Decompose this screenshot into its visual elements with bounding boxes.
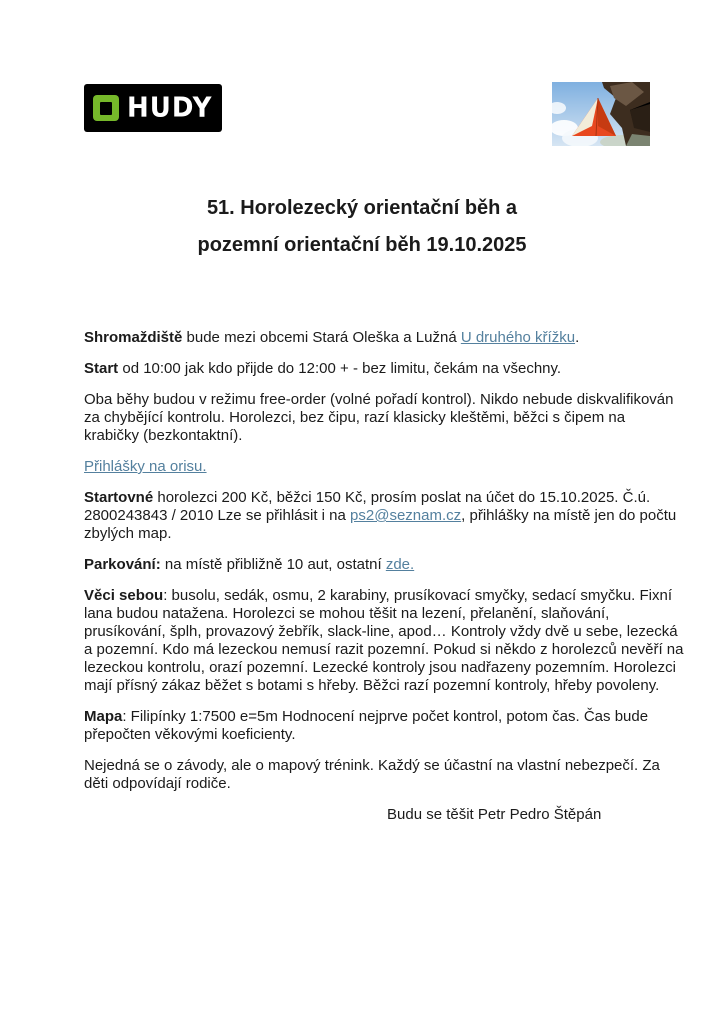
para-nejedna-se [84,757,684,793]
body-paragraphs [84,329,684,837]
hudy-logo [84,84,222,132]
text-run: bude mezi obcemi Stará Oleška a Lužná [182,329,461,346]
para-start [84,360,684,378]
text-run: horolezci 200 Kč, běžci 150 Kč, prosím poslat na účet do 15.10.2025. Č.ú. 2800243843 / 2010 Lze se přihlásit i na [84,489,651,524]
signature-line: Budu se těšit Petr Pedro Štěpán [387,806,602,823]
page-title [0,190,724,264]
text-run: . [575,329,580,346]
link-prihlasky-na-orisu[interactable]: Přihlášky na orisu. [84,458,207,475]
text-run: : Filipínky 1:7500 e=5m Hodnocení nejprve počet kontrol, potom čas. Čas bude přepočten věkovými koeficienty. [84,708,649,743]
text-run: na místě přibližně 10 aut, ostatní [160,556,386,573]
para-shromazdiste [84,329,684,347]
link-email-ps2-seznam[interactable]: ps2@seznam.cz [350,507,462,524]
para-veci-sebou [84,587,684,695]
text-run: Shromaždiště [84,329,183,346]
hudy-logo-square-icon [93,95,119,121]
text-run: Oba běhy budou v režimu free-order (volné pořadí kontrol). Nikdo nebude diskvalifikován za chybějící kontrolu. Horolezci, bez čipu, razí klasicky kleštěmi, běžci s čipem na krabičky (bezkontaktní). [84,391,674,444]
link-u-druheho-krizku[interactable]: U druhého křížku [460,329,576,346]
text-run: Nejedná se o závody, ale o mapový trénink. Každý se účastní na vlastní nebezpečí. Za děti odpovídají rodiče. [84,757,660,792]
para-oba-behy [84,391,684,445]
text-run: Věci sebou [84,587,164,604]
para-prihlasky [84,458,684,476]
text-run: : busolu, sedák, osmu, 2 karabiny, prusíkovací smyčky, sedací smyčku. Fixní lana budou natažena. Horolezci se mohou těšit na lezení, přelanění, slaňování, prusíkování, šplh, provazový žebřík, slack-line, apod… Kontroly vždy dvě u sebe, lezecká a pozemní. Kdo má lezeckou nemusí razit pozemní. Pokud si někdo z horolezců nevěří na lezeckou kontrolu, orazí pozemní. Lezecké kontroly jsou nadřazeny pozemním. Horolezci mají přísný zákaz běžet s botami s hřeby. Běžci razí pozemní kontroly, hřeby povoleny. [84,587,684,694]
text-run: Start [84,360,119,377]
page-title-line-2: pozemní orientační běh 19.10.2025 [197,234,527,256]
para-startovne [84,489,684,543]
text-run: Startovné [84,489,154,506]
text-run: , přihlášky na místě jen do počtu zbylých map. [84,507,677,542]
event-photo [552,82,650,146]
para-parkovani [84,556,684,574]
text-run: od 10:00 jak kdo přijde do 12:00 + - bez limitu, čekám na všechny. [118,360,562,377]
event-photo-illustration [552,82,650,146]
page-title-line-1: 51. Horolezecký orientační běh a [206,197,518,219]
text-run: Mapa [84,708,123,725]
link-zde[interactable]: zde. [385,556,415,573]
hudy-logo-text: HUDY [127,92,213,124]
para-mapa [84,708,684,744]
text-run: Parkování: [84,556,161,573]
